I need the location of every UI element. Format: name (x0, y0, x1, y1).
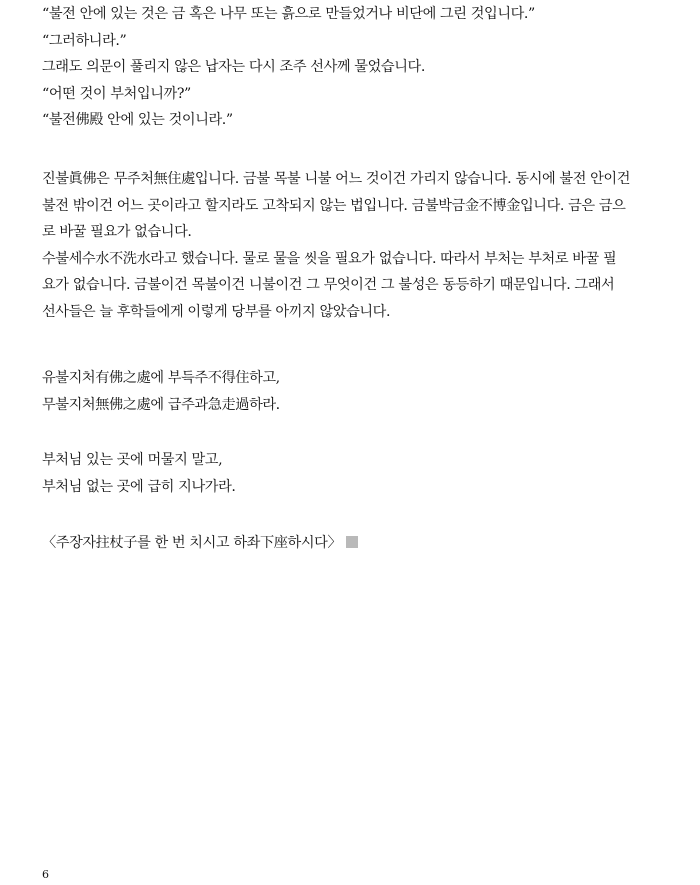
verse-korean (42, 447, 662, 500)
dialogue-line: 그래도 의문이 풀리지 않은 납자는 다시 조주 선사께 물었습니다. (42, 59, 425, 75)
paragraph-line: 로 바꿀 필요가 없습니다. (42, 224, 192, 240)
dialogue-line: “그러하니라.” (42, 32, 127, 49)
verse-line: 무불지처無佛之處에 급주과急走過하라. (42, 396, 280, 413)
end-mark-icon (346, 536, 358, 548)
dialogue-line: “불전佛殿 안에 있는 것이니라.” (42, 112, 233, 128)
verse-hanja (42, 365, 662, 418)
verse-line: 부처님 없는 곳에 급히 지나가라. (42, 478, 236, 495)
dialogue-block (42, 1, 662, 134)
dialogue-line: “불전 안에 있는 것은 금 혹은 나무 또는 흙으로 만들었거나 비단에 그린 것입니다.” (42, 6, 535, 22)
explanation-paragraph (42, 166, 662, 325)
paragraph-line: 수불세수水不洗水라고 했습니다. 물로 물을 씻을 필요가 없습니다. 따라서 부처는 부처로 바꿀 필 (42, 250, 617, 267)
paragraph-line: 선사들은 늘 후학들에게 이렇게 당부를 아끼지 않았습니다. (42, 303, 391, 320)
paragraph-line: 진불眞佛은 무주처無住處입니다. 금불 목불 니불 어느 것이건 가리지 않습니다. 동시에 불전 안이건 (42, 171, 631, 187)
closing-block (42, 530, 662, 557)
paragraph-line: 요가 없습니다. 금불이건 목불이건 니불이건 그 무엇이건 그 불성은 동등하기 때문입니다. 그래서 (42, 277, 615, 293)
page-number: 6 (42, 868, 49, 881)
paragraph-line: 불전 밖이건 어느 곳이라고 할지라도 고착되지 않는 법입니다. 금불박금金不博金입니다. 금은 금으 (42, 197, 626, 214)
dialogue-line: “어떤 것이 부처입니까?” (42, 85, 191, 102)
closing-line (42, 530, 662, 557)
verse-line: 유불지처有佛之處에 부득주不得住하고, (42, 370, 280, 386)
verse-line: 부처님 있는 곳에 머물지 말고, (42, 452, 223, 468)
closing-text: 〈주장자拄杖子를 한 번 치시고 하좌下座하시다〉 (42, 535, 342, 551)
